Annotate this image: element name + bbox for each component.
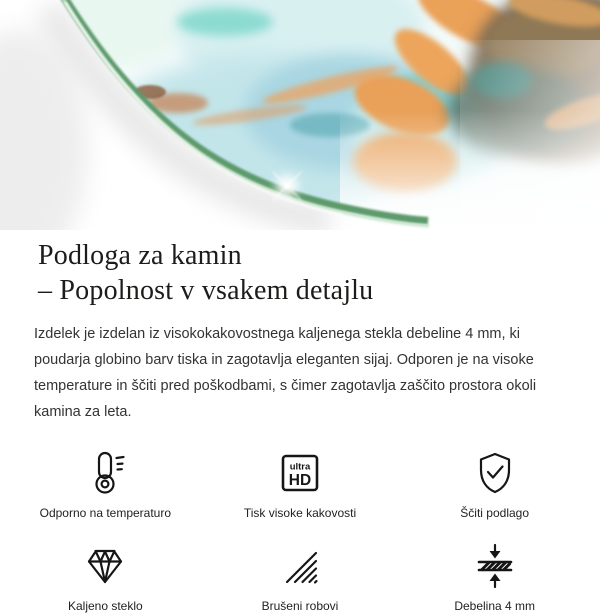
page-title-line1: Podloga za kamin xyxy=(38,240,242,271)
glass-panel-artwork xyxy=(0,0,600,230)
feature-tempered-glass xyxy=(8,542,203,613)
feature-beveled-edges xyxy=(203,542,398,613)
thickness-icon xyxy=(473,542,517,590)
feature-label: Debelina 4 mm xyxy=(454,599,536,613)
diamond-icon xyxy=(83,542,127,590)
page-title-line2: – Popolnost v vsakem detajlu xyxy=(38,275,374,306)
feature-protects-surface xyxy=(397,449,592,520)
feature-temperature xyxy=(8,449,203,520)
product-image xyxy=(0,0,600,230)
feature-label: Odporno na temperaturo xyxy=(39,506,172,520)
feature-grid xyxy=(0,449,600,613)
ultra-hd-icon-text-bottom: HD xyxy=(288,472,312,489)
feature-label: Kaljeno steklo xyxy=(67,599,143,613)
feature-label: Brušeni robovi xyxy=(261,599,339,613)
beveled-edges-icon xyxy=(278,542,322,590)
feature-label: Ščiti podlago xyxy=(460,506,530,520)
feature-print-quality xyxy=(203,449,398,520)
product-info-section xyxy=(0,238,600,425)
thermometer-icon xyxy=(83,449,127,497)
ultra-hd-icon xyxy=(278,449,322,497)
ultra-hd-icon-text-top: ultra xyxy=(289,461,311,473)
page-title xyxy=(38,238,570,308)
feature-label: Tisk visoke kakovosti xyxy=(243,506,357,520)
product-description: Izdelek je izdelan iz visokokakovostnega kaljenega stekla debeline 4 mm, ki poudarja globino barv tiska in zagotavlja eleganten sijaj. Odporen je na visoke temperature in ščiti pred poškodbami, s čimer zagotavlja zaščito prostora okoli kamina za leta. xyxy=(34,326,537,420)
shield-check-icon xyxy=(473,449,517,497)
feature-thickness xyxy=(397,542,592,613)
